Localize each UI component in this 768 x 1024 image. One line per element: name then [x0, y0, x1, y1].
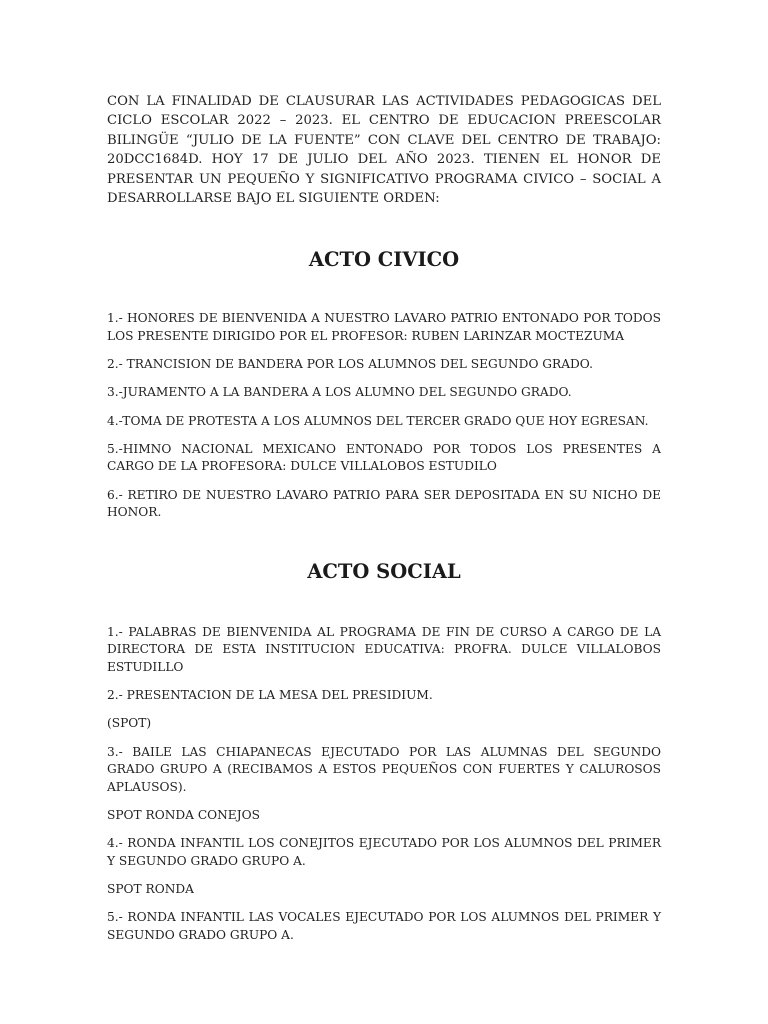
- intro-paragraph: CON LA FINALIDAD DE CLAUSURAR LAS ACTIVIDADES PEDAGOGICAS DEL CICLO ESCOLAR 2022 – 2023. EL CENTRO DE EDUCACION PREESCOLAR BILINGÜE “JULIO DE LA FUENTE” CON CLAVE DEL CENTRO DE TRABAJO: 20DCC1684D. HOY 17 DE JULIO DEL AÑO 2023. TIENEN EL HONOR DE PRESENTAR UN PEQUEÑO Y SIGNIFICATIVO PROGRAMA CIVICO – SOCIAL A DESARROLLARSE BAJO EL SIGUIENTE ORDEN:: [107, 94, 661, 207]
- acto-social-list: [107, 624, 661, 944]
- social-item: 2.- PRESENTACION DE LA MESA DEL PRESIDIUM.: [107, 688, 433, 703]
- document-page: [107, 92, 661, 955]
- social-item: SPOT RONDA CONEJOS: [107, 807, 260, 822]
- civico-item: 2.- TRANCISION DE BANDERA POR LOS ALUMNOS DEL SEGUNDO GRADO.: [107, 357, 593, 372]
- social-item: (SPOT): [107, 716, 152, 731]
- civico-item: 1.- HONORES DE BIENVENIDA A NUESTRO LAVARO PATRIO ENTONADO POR TODOS LOS PRESENTE DIRIGIDO POR EL PROFESOR: RUBEN LARINZAR MOCTEZUMA: [107, 311, 661, 344]
- acto-social-heading: ACTO SOCIAL: [307, 559, 461, 583]
- social-item: SPOT RONDA: [107, 881, 194, 896]
- social-item: 3.- BAILE LAS CHIAPANECAS EJECUTADO POR LAS ALUMNAS DEL SEGUNDO GRADO GRUPO A (RECIBAMOS A ESTOS PEQUEÑOS CON FUERTES Y CALUROSOS APLAUSOS).: [107, 744, 661, 794]
- acto-civico-list: [107, 310, 661, 521]
- social-item: 5.- RONDA INFANTIL LAS VOCALES EJECUTADO POR LOS ALUMNOS DEL PRIMER Y SEGUNDO GRADO GRUPO A.: [107, 910, 661, 942]
- acto-civico-heading: ACTO CIVICO: [308, 248, 460, 272]
- social-item: 1.- PALABRAS DE BIENVENIDA AL PROGRAMA DE FIN DE CURSO A CARGO DE LA DIRECTORA DE ESTA INSTITUCION EDUCATIVA: PROFRA. DULCE VILLALOBOS ESTUDILLO: [107, 624, 661, 674]
- civico-item: 6.- RETIRO DE NUESTRO LAVARO PATRIO PARA SER DEPOSITADA EN SU NICHO DE HONOR.: [107, 487, 661, 520]
- civico-item: 3.-JURAMENTO A LA BANDERA A LOS ALUMNO DEL SEGUNDO GRADO.: [107, 385, 572, 400]
- civico-item: 4.-TOMA DE PROTESTA A LOS ALUMNOS DEL TERCER GRADO QUE HOY EGRESAN.: [107, 413, 649, 428]
- civico-item: 5.-HIMNO NACIONAL MEXICANO ENTONADO POR TODOS LOS PRESENTES A CARGO DE LA PROFESORA: DULCE VILLALOBOS ESTUDILO: [107, 441, 661, 474]
- social-item: 4.- RONDA INFANTIL LOS CONEJITOS EJECUTADO POR LOS ALUMNOS DEL PRIMER Y SEGUNDO GRADO GRUPO A.: [107, 836, 661, 868]
